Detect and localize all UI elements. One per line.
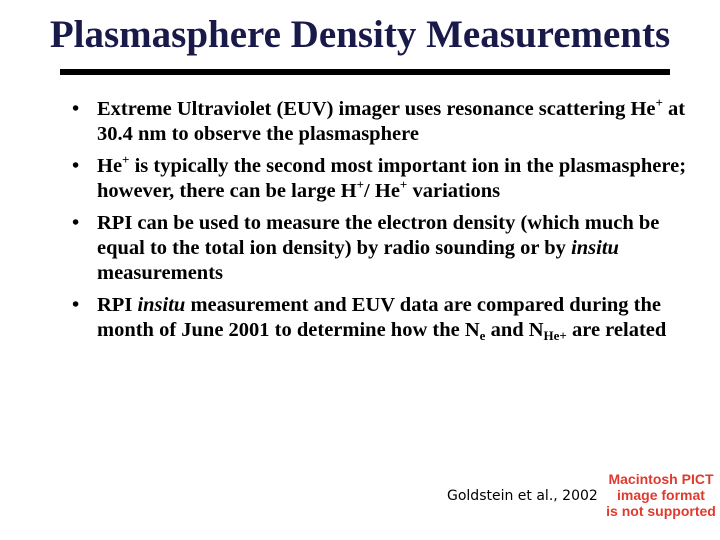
slide-title: Plasmasphere Density Measurements	[49, 13, 671, 56]
bullet-text: and N	[485, 319, 544, 341]
bullet-text: RPI	[97, 294, 138, 316]
bullet-text: variations	[407, 180, 501, 202]
italic-term: insitu	[571, 237, 619, 259]
placeholder-line: is not supported	[606, 503, 716, 519]
bullet-text: RPI can be used to measure the electron density (which much be equal to the total ion density) by radio sounding or by	[97, 212, 660, 259]
bullet-item-rpi	[72, 211, 712, 286]
subscript: He+	[543, 328, 567, 343]
bullet-text: at 30.4 nm to observe the plasmasphere	[97, 98, 686, 145]
superscript: +	[356, 177, 365, 192]
bullet-text: measurement and EUV data are compared during the month of June 2001 to determine how the N	[97, 294, 661, 341]
citation: Goldstein et al., 2002	[447, 488, 598, 504]
bullet-text: / He	[364, 180, 400, 202]
bullet-text: He	[97, 155, 123, 177]
title-divider	[60, 69, 670, 75]
superscript: +	[122, 152, 130, 167]
bullet-text: are related	[566, 319, 667, 341]
placeholder-line: Macintosh PICT	[608, 471, 714, 487]
superscript: +	[399, 177, 408, 192]
bullet-item-comparison	[72, 293, 712, 343]
placeholder-line: image format	[617, 487, 705, 503]
superscript: +	[655, 95, 663, 110]
bullet-text: Extreme Ultraviolet (EUV) imager uses resonance scattering He	[97, 98, 656, 120]
unsupported-image-placeholder	[602, 471, 720, 519]
subscript: e	[479, 328, 486, 343]
bullet-text: measurements	[97, 262, 224, 284]
bullet-item-euv	[72, 97, 712, 147]
bullet-text: is typically the second most important ion in the plasmasphere; however, there can be large H	[97, 155, 687, 202]
bullet-item-he-ion	[72, 154, 712, 204]
bullet-list	[72, 97, 712, 350]
italic-term: insitu	[137, 294, 186, 316]
